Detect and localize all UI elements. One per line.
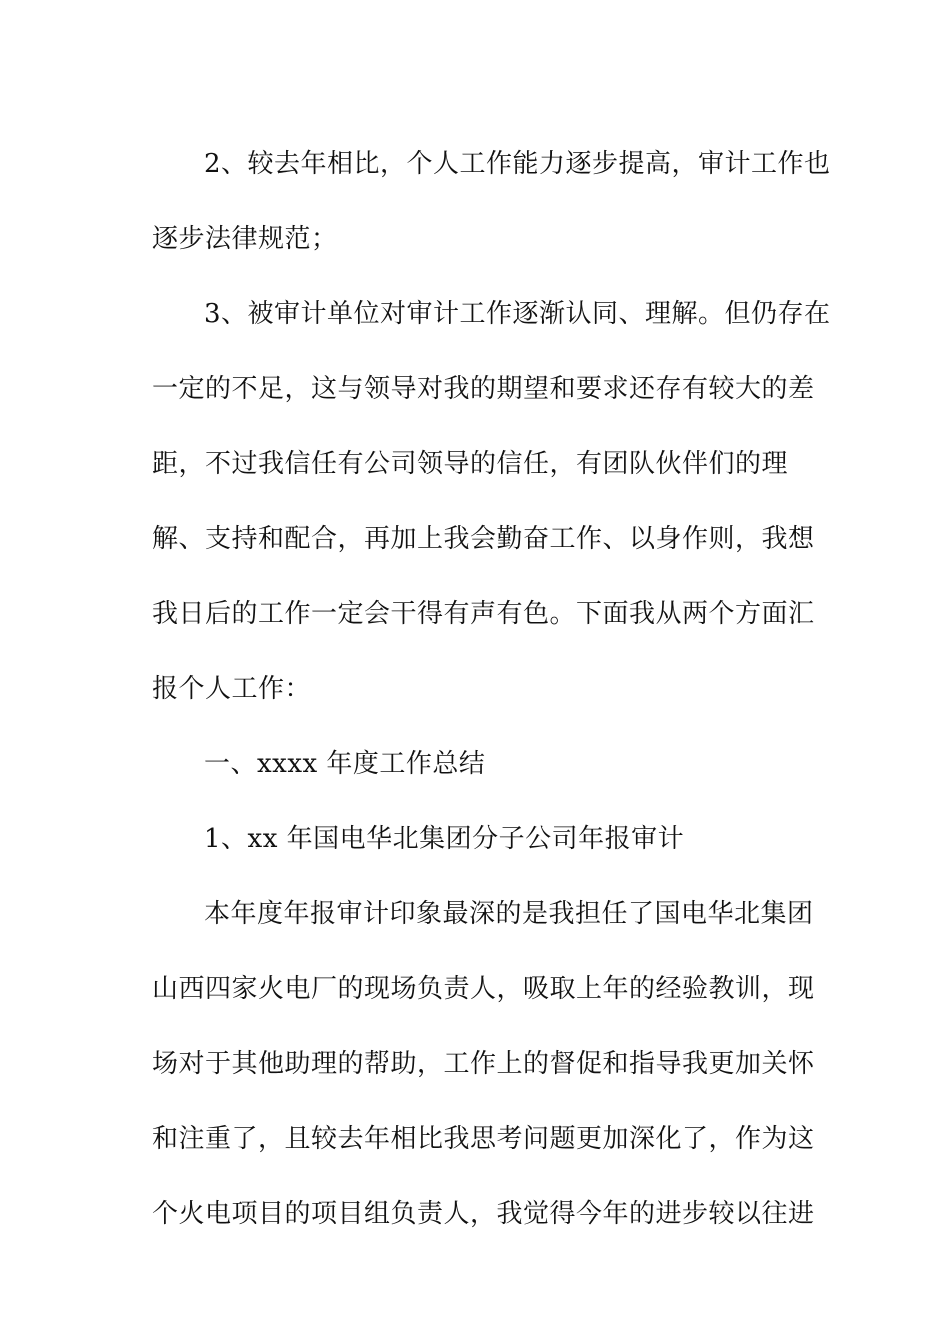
text-line: 本年度年报审计印象最深的是我担任了国电华北集团 <box>204 899 814 929</box>
text-line: 场对于其他助理的帮助，工作上的督促和指导我更加关怀 <box>152 1049 815 1079</box>
text-line: 逐步法律规范； <box>152 224 338 254</box>
body-text <box>152 127 831 1252</box>
section-heading: 一、xxxx 年度工作总结 <box>204 749 486 779</box>
subsection-heading: 1、xx 年国电华北集团分子公司年报审计 <box>204 824 685 854</box>
text-line: 和注重了，且较去年相比我思考问题更加深化了，作为这 <box>152 1124 815 1154</box>
text-line: 我日后的工作一定会干得有声有色。下面我从两个方面汇 <box>152 599 815 629</box>
text-line: 解、支持和配合，再加上我会勤奋工作、以身作则，我想 <box>152 524 815 554</box>
text-line: 2、较去年相比，个人工作能力逐步提高，审计工作也 <box>204 149 831 179</box>
text-line: 山西四家火电厂的现场负责人，吸取上年的经验教训，现 <box>152 974 815 1004</box>
text-line: 个火电项目的项目组负责人，我觉得今年的进步较以往进 <box>152 1199 815 1229</box>
text-line: 一定的不足，这与领导对我的期望和要求还存有较大的差 <box>152 374 815 404</box>
text-line: 距，不过我信任有公司领导的信任，有团队伙伴们的理 <box>152 449 789 479</box>
text-line: 3、被审计单位对审计工作逐渐认同、理解。但仍存在 <box>204 299 831 329</box>
text-line: 报个人工作： <box>152 674 312 704</box>
